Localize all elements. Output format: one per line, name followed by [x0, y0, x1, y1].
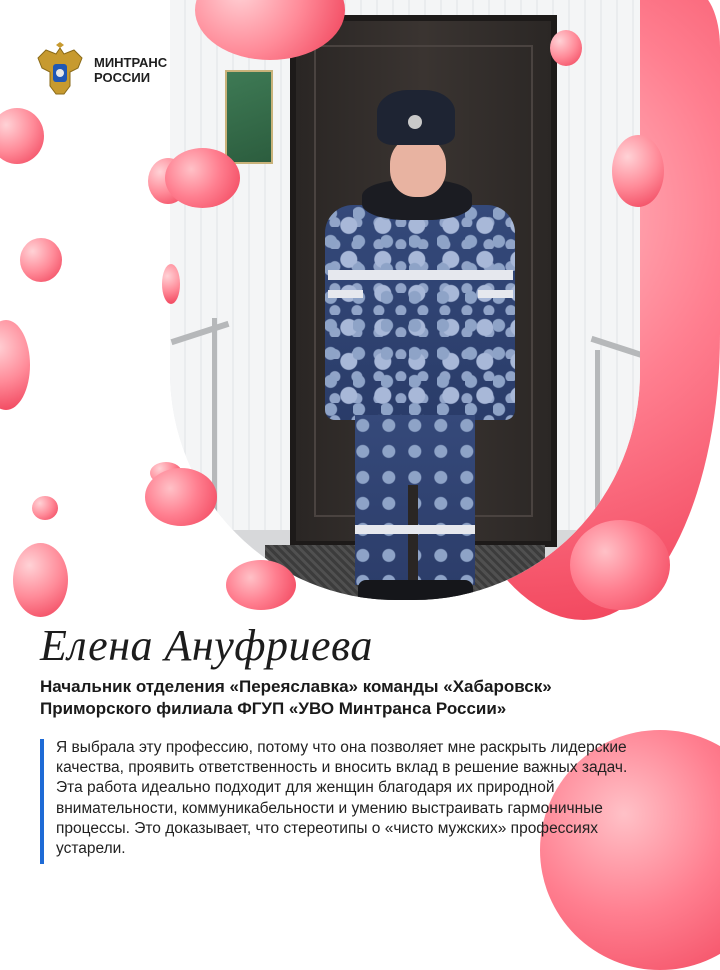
mintrans-logo: [34, 42, 167, 98]
quote-accent-bar: [40, 739, 44, 864]
person-position: [40, 676, 680, 720]
logo-line-1: МИНТРАНС: [94, 55, 168, 70]
decor-blob: [612, 135, 664, 207]
portrait-photo: [170, 0, 640, 600]
quote-text: Я выбрала эту профессию, потому что она позволяет мне раскрыть лидерские качества, проявить ответственность и вносить вклад в решение важных задач. Эта работа идеально подходит для женщин благодаря их природной внимательности, коммуникабельности и умению выстраивать гармоничные процессы. Это доказывает, что стереотипы о «чисто мужских» профессиях устарели.: [56, 739, 628, 858]
eagle-emblem-icon: [34, 42, 86, 98]
decor-blob: [145, 468, 217, 526]
logo-text: [94, 55, 167, 85]
decor-blob: [570, 520, 670, 610]
decor-blob: [32, 496, 58, 520]
decor-blob: [0, 320, 30, 410]
wall-plaque: [225, 70, 273, 164]
decor-blob: [165, 148, 240, 208]
decor-blob: [0, 108, 44, 164]
decor-blob: [226, 560, 296, 610]
position-line-2: Приморского филиала ФГУП «УВО Минтранса России»: [40, 699, 507, 718]
decor-blob: [162, 264, 180, 304]
logo-line-2: РОССИИ: [94, 70, 151, 85]
decor-blob: [13, 543, 68, 617]
person-name: Елена Ануфриева: [40, 621, 373, 670]
decor-blob: [20, 238, 62, 282]
person-in-uniform: [300, 85, 520, 600]
position-line-1: Начальник отделения «Переяславка» команды «Хабаровск»: [40, 677, 552, 696]
decor-blob: [550, 30, 582, 66]
